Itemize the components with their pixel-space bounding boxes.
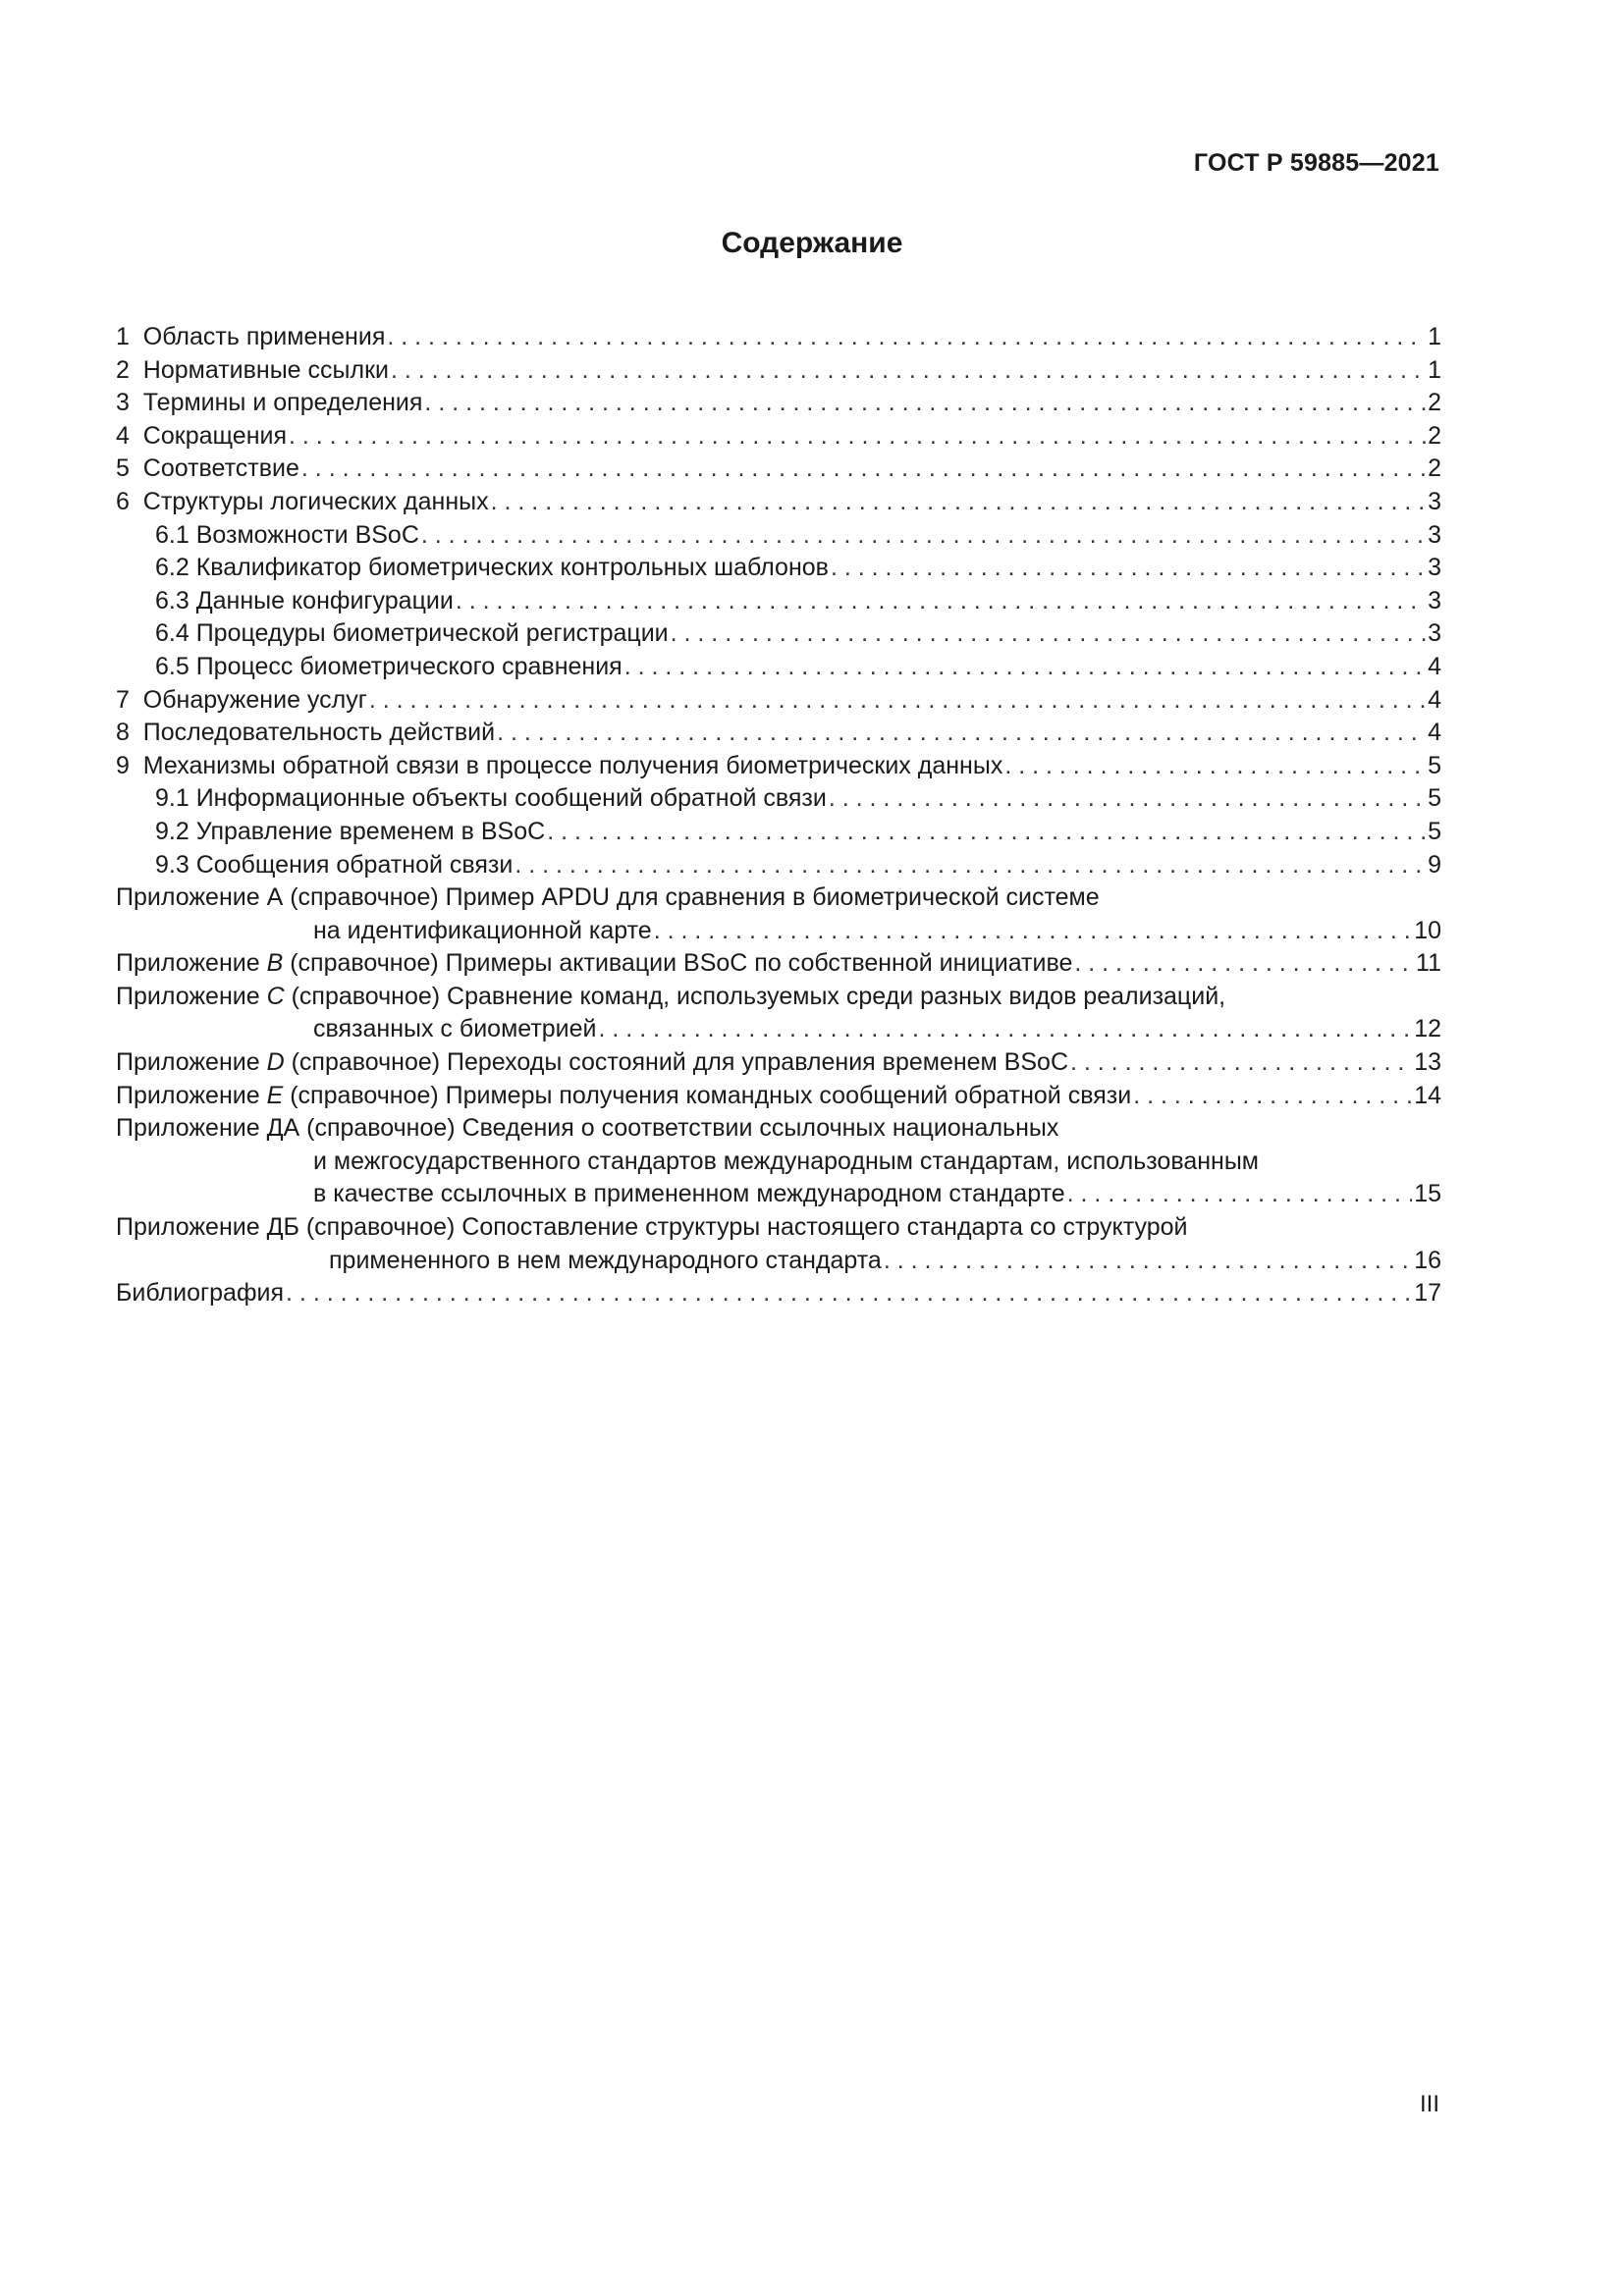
toc-annex-db[interactable] bbox=[116, 1211, 1441, 1277]
toc-entry-label: 6.2 Квалификатор биометрических контрольных шаблонов bbox=[155, 554, 829, 582]
toc-entry-page: 4 bbox=[1428, 652, 1441, 680]
dot-leader bbox=[624, 651, 1426, 684]
toc-entry-label: 7 Обнаружение услуг bbox=[116, 685, 367, 714]
toc-entry-label: Библиография bbox=[116, 1279, 285, 1308]
toc-entry-page: 3 bbox=[1428, 487, 1441, 515]
toc-entry-label: 4 Сокращения bbox=[116, 421, 287, 450]
toc-entry-label: Приложение B (справочное) Примеры активации BSoC по собственной инициативе bbox=[116, 949, 1073, 978]
toc-entry-6-5[interactable] bbox=[116, 651, 1441, 684]
toc-entry-page: 4 bbox=[1428, 719, 1441, 747]
toc-entry-page: 16 bbox=[1414, 1246, 1441, 1274]
toc-entry-page: 5 bbox=[1428, 784, 1441, 813]
page-number: III bbox=[1419, 2091, 1439, 2117]
annex-letter: B bbox=[266, 949, 284, 978]
toc-entry-label: Приложение ДА (справочное) Сведения о соответствии ссылочных национальных bbox=[116, 1114, 1059, 1143]
toc-entry-4[interactable] bbox=[116, 420, 1441, 454]
toc-entry-page: 3 bbox=[1428, 520, 1441, 549]
dot-leader bbox=[301, 453, 1426, 486]
toc-entry-5[interactable] bbox=[116, 453, 1441, 486]
toc-entry-label-continued: и межгосударственного стандартов международным стандартам, использованным bbox=[313, 1147, 1259, 1175]
toc-annex-a[interactable] bbox=[116, 881, 1441, 947]
toc-entry-label: 5 Соответствие bbox=[116, 454, 299, 483]
toc-entry-9-1[interactable] bbox=[116, 782, 1441, 816]
toc-entry-label: 6 Структуры логических данных bbox=[116, 487, 489, 515]
toc-entry-label: 8 Последовательность действий bbox=[116, 719, 496, 747]
dot-leader bbox=[829, 782, 1426, 816]
dot-leader bbox=[424, 387, 1426, 420]
dot-leader bbox=[421, 519, 1426, 553]
toc-entry-label: 9.2 Управление временем в BSoC bbox=[155, 817, 546, 845]
toc-entry-1[interactable] bbox=[116, 321, 1441, 354]
toc-entry-6-1[interactable] bbox=[116, 519, 1441, 553]
toc-entry-page: 15 bbox=[1414, 1180, 1441, 1208]
toc-entry-label: Приложение C (справочное) Сравнение команд, используемых среди разных видов реализаций, bbox=[116, 982, 1226, 1010]
dot-leader bbox=[654, 915, 1412, 948]
toc-entry-page: 3 bbox=[1428, 619, 1441, 648]
toc-annex-b[interactable] bbox=[116, 947, 1441, 981]
toc-entry-page: 13 bbox=[1414, 1048, 1441, 1077]
annex-letter: C bbox=[266, 982, 285, 1010]
toc-entry-label: 6.5 Процесс биометрического сравнения bbox=[155, 652, 623, 680]
dot-leader bbox=[514, 849, 1426, 882]
dot-leader bbox=[1074, 947, 1414, 981]
dot-leader bbox=[497, 717, 1426, 750]
dot-leader bbox=[599, 1013, 1413, 1046]
toc-entry-page: 3 bbox=[1428, 586, 1441, 614]
toc-entry-9[interactable] bbox=[116, 750, 1441, 783]
page-title: Содержание bbox=[721, 227, 903, 259]
toc-entry-label: Приложение А (справочное) Пример APDU для сравнения в биометрической системе bbox=[116, 883, 1100, 912]
table-of-contents bbox=[116, 321, 1441, 1310]
dot-leader bbox=[1133, 1080, 1412, 1113]
toc-entry-8[interactable] bbox=[116, 717, 1441, 750]
toc-annex-d[interactable] bbox=[116, 1046, 1441, 1080]
standard-code: ГОСТ Р 59885—2021 bbox=[1193, 149, 1439, 177]
toc-entry-page: 10 bbox=[1414, 916, 1441, 944]
toc-entry-label: 9.3 Сообщения обратной связи bbox=[155, 850, 514, 879]
toc-entry-page: 4 bbox=[1428, 685, 1441, 714]
toc-annex-da[interactable] bbox=[116, 1112, 1441, 1211]
toc-entry-label: Приложение D (справочное) Переходы состояний для управления временем BSoC bbox=[116, 1048, 1068, 1077]
toc-entry-label: Приложение E (справочное) Примеры получения командных сообщений обратной связи bbox=[116, 1081, 1132, 1109]
toc-entry-label: 6.3 Данные конфигурации bbox=[155, 586, 454, 614]
toc-entry-label: Приложение ДБ (справочное) Сопоставление структуры настоящего стандарта со структурой bbox=[116, 1213, 1188, 1242]
toc-entry-page: 2 bbox=[1428, 421, 1441, 450]
toc-entry-page: 2 bbox=[1428, 389, 1441, 417]
toc-entry-page: 9 bbox=[1428, 850, 1441, 879]
dot-leader bbox=[491, 486, 1426, 519]
toc-entry-page: 5 bbox=[1428, 817, 1441, 845]
toc-entry-label: 9.1 Информационные объекты сообщений обратной связи bbox=[155, 784, 827, 813]
toc-entry-9-3[interactable] bbox=[116, 849, 1441, 882]
annex-letter: E bbox=[266, 1081, 284, 1109]
toc-entry-label-continued: связанных с биометрией bbox=[313, 1015, 597, 1043]
dot-leader bbox=[1067, 1178, 1413, 1211]
dot-leader bbox=[547, 816, 1426, 849]
toc-annex-e[interactable] bbox=[116, 1080, 1441, 1113]
dot-leader bbox=[289, 420, 1426, 454]
toc-entry-3[interactable] bbox=[116, 387, 1441, 420]
toc-entry-6-2[interactable] bbox=[116, 552, 1441, 585]
annex-letter: D bbox=[266, 1048, 285, 1077]
toc-entry-label: 1 Область применения bbox=[116, 323, 386, 350]
toc-entry-page: 3 bbox=[1428, 554, 1441, 582]
toc-entry-page: 12 bbox=[1414, 1015, 1441, 1043]
dot-leader bbox=[1070, 1046, 1412, 1080]
dot-leader bbox=[391, 354, 1426, 388]
toc-bibliography[interactable] bbox=[116, 1277, 1441, 1310]
dot-leader bbox=[286, 1277, 1412, 1310]
toc-entry-page: 2 bbox=[1428, 454, 1441, 483]
toc-entry-6-4[interactable] bbox=[116, 617, 1441, 651]
toc-entry-label-continued: на идентификационной карте bbox=[313, 916, 652, 944]
toc-entry-label-continued: примененного в нем международного стандарта bbox=[329, 1246, 882, 1274]
toc-entry-page: 14 bbox=[1414, 1081, 1441, 1109]
toc-entry-page: 1 bbox=[1428, 323, 1441, 350]
toc-entry-2[interactable] bbox=[116, 354, 1441, 388]
dot-leader bbox=[387, 321, 1426, 354]
toc-entry-6[interactable] bbox=[116, 486, 1441, 519]
toc-entry-label: 9 Механизмы обратной связи в процессе получения биометрических данных bbox=[116, 751, 1003, 779]
toc-entry-label-continued: в качестве ссылочных в примененном международном стандарте bbox=[313, 1180, 1065, 1208]
dot-leader bbox=[831, 552, 1426, 585]
toc-entry-page: 5 bbox=[1428, 751, 1441, 779]
toc-entry-7[interactable] bbox=[116, 684, 1441, 718]
toc-entry-label: 2 Нормативные ссылки bbox=[116, 355, 389, 384]
toc-entry-label: 3 Термины и определения bbox=[116, 389, 423, 417]
dot-leader bbox=[1004, 750, 1426, 783]
dot-leader bbox=[369, 684, 1426, 718]
toc-entry-page: 11 bbox=[1416, 949, 1441, 978]
toc-entry-label: 6.1 Возможности BSoC bbox=[155, 520, 419, 549]
toc-annex-c[interactable] bbox=[116, 981, 1441, 1046]
toc-entry-label: 6.4 Процедуры биометрической регистрации bbox=[155, 619, 669, 648]
dot-leader bbox=[456, 585, 1426, 618]
toc-entry-9-2[interactable] bbox=[116, 816, 1441, 849]
toc-entry-6-3[interactable] bbox=[116, 585, 1441, 618]
toc-entry-page: 17 bbox=[1414, 1279, 1441, 1308]
dot-leader bbox=[671, 617, 1426, 651]
dot-leader bbox=[884, 1245, 1412, 1278]
toc-entry-page: 1 bbox=[1428, 355, 1441, 384]
